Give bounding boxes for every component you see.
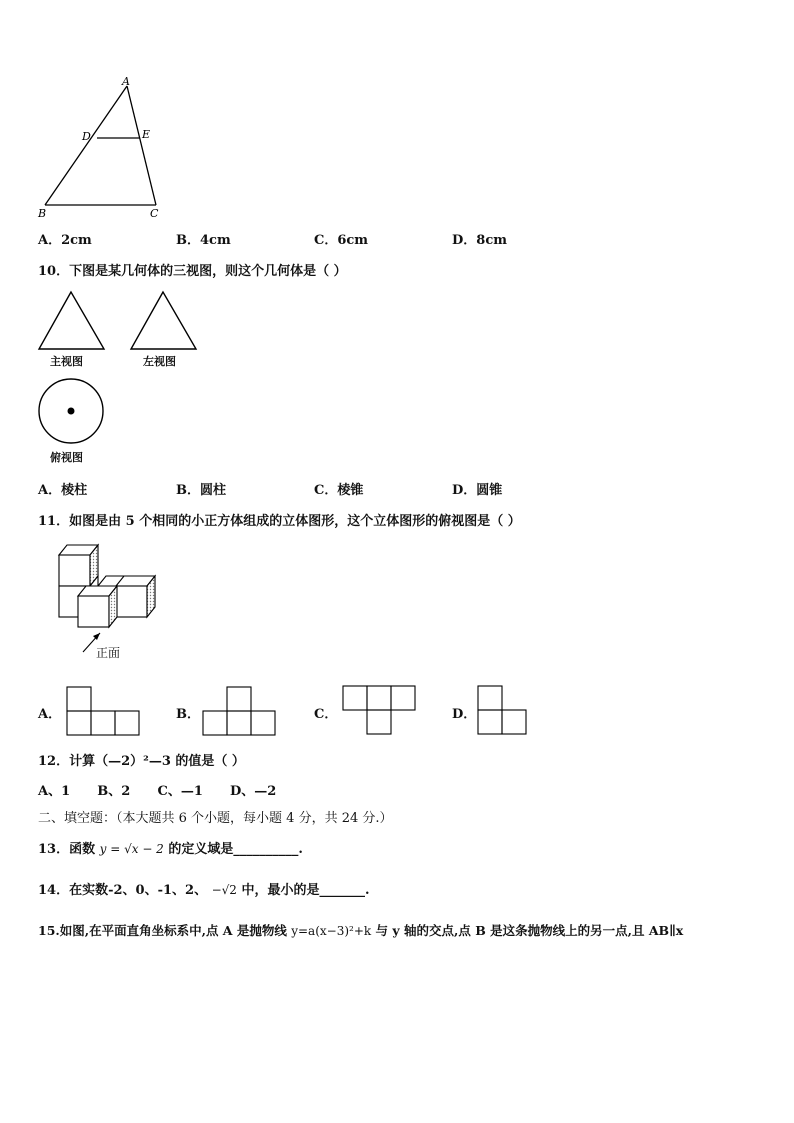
top-view-caption: 俯视图 (50, 451, 83, 464)
q10-option-a[interactable]: A．棱柱 (38, 483, 88, 498)
front-view-caption: 主视图 (50, 355, 83, 368)
q11-stem: 11．如图是由 5 个相同的小正方体组成的立体图形，这个立体图形的俯视图是（ ） (38, 514, 521, 529)
section-heading: 二、填空题：（本大题共 6 个小题，每小题 4 分，共 24 分.） (38, 811, 393, 826)
q11-option-c[interactable]: C． (314, 707, 338, 722)
q10-option-c[interactable]: C．棱锥 (314, 483, 364, 498)
q15-before: 15.如图,在平面直角坐标系中,点 A 是抛物线 (38, 923, 287, 938)
q10-option-b[interactable]: B．圆柱 (176, 483, 226, 498)
q13-formula: y = √x − 2 (99, 842, 164, 856)
q11-option-a[interactable]: A． (38, 707, 62, 722)
q12-options[interactable]: A、1 B、2 C、—1 D、—2 (38, 784, 277, 799)
side-view-caption: 左视图 (143, 355, 176, 368)
q15-after: 与 y 轴的交点,点 B 是这条抛物线上的另一点,且 AB∥x (375, 923, 684, 938)
q11-option-d[interactable]: D． (452, 707, 477, 722)
q11-option-b[interactable]: B． (176, 707, 200, 722)
q15-line (38, 921, 683, 939)
label-D: D (82, 130, 91, 143)
q9-option-d[interactable]: D．8cm (452, 233, 507, 248)
q13-after: 的定义域是__________. (168, 842, 303, 857)
option-c-grid-figure[interactable] (342, 685, 418, 739)
q10-stem: 10．下图是某几何体的三视图，则这个几何体是（ ） (38, 264, 347, 279)
q12-stem: 12．计算（—2）²—3 的值是（ ） (38, 754, 245, 769)
option-a-grid-figure[interactable] (66, 685, 142, 739)
q13-before: 13．函数 (38, 842, 96, 857)
label-E: E (142, 128, 151, 141)
option-d-grid-figure[interactable] (477, 685, 531, 739)
label-B: B (38, 207, 47, 220)
q10-option-d[interactable]: D．圆锥 (452, 483, 503, 498)
label-C: C (150, 207, 159, 220)
label-A: A (122, 76, 130, 88)
q9-option-b[interactable]: B．4cm (176, 233, 231, 248)
cube-solid-figure (50, 540, 170, 660)
q15-formula: y=a(x−3)²+k (291, 924, 372, 938)
triangle-figure (30, 76, 180, 226)
q9-option-a[interactable]: A．2cm (38, 233, 92, 248)
q14-before: 14．在实数-2、0、-1、2、 (38, 883, 208, 898)
front-direction-label: 正面 (96, 646, 121, 660)
q14-after: 中，最小的是_______. (241, 883, 370, 898)
side-view-figure (128, 290, 200, 352)
q13-line (38, 838, 303, 857)
top-view-figure (36, 377, 108, 447)
q14-formula: −√2 (211, 883, 237, 897)
q14-line (38, 879, 370, 898)
q9-option-c[interactable]: C．6cm (314, 233, 369, 248)
front-view-figure (36, 290, 108, 352)
option-b-grid-figure[interactable] (202, 685, 278, 739)
